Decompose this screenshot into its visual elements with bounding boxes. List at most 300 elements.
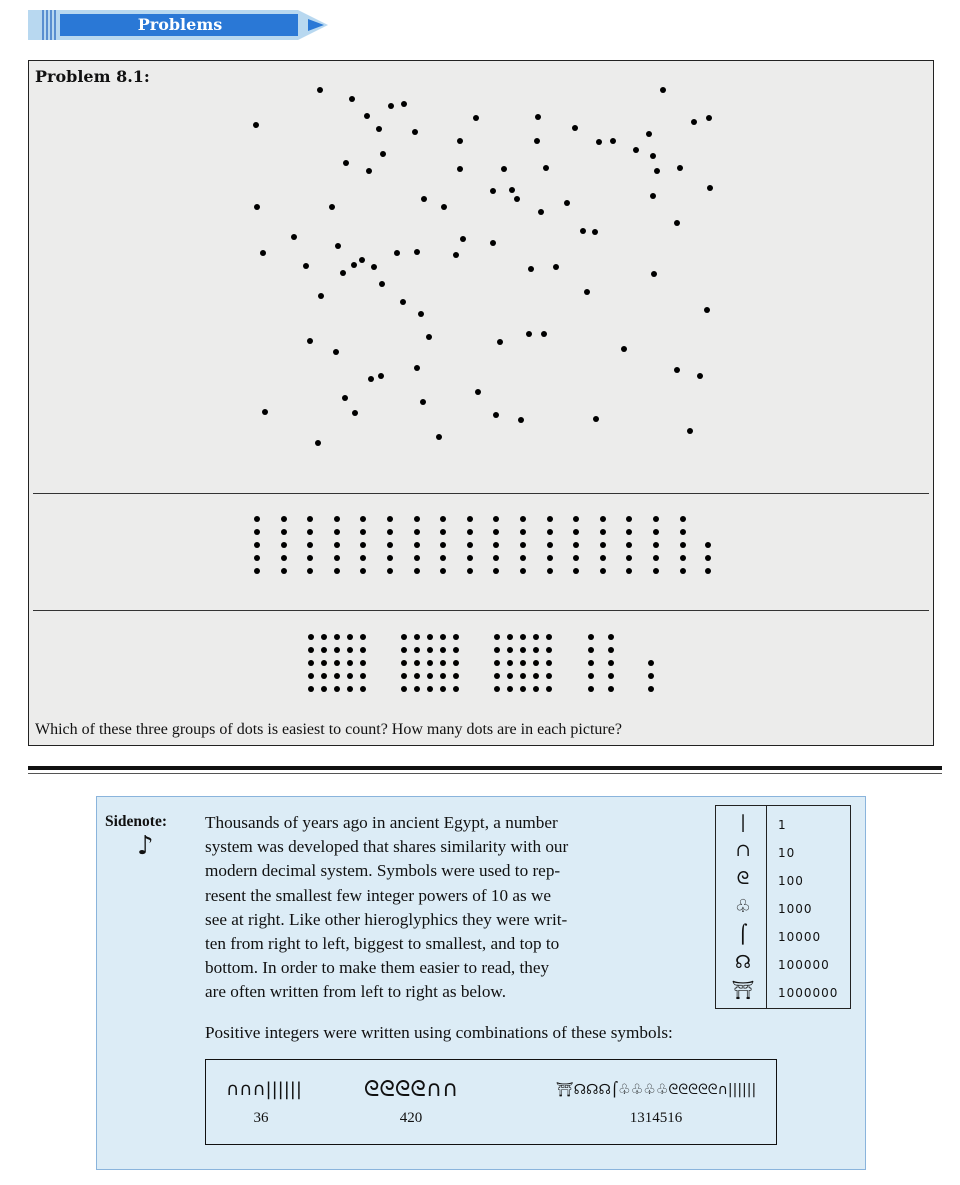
dot [467,568,473,574]
dot [534,138,540,144]
dot [364,113,370,119]
dot [490,240,496,246]
dot [401,101,407,107]
dot [573,555,579,561]
dot [507,634,513,640]
dot [376,126,382,132]
dot [427,673,433,679]
dot [680,568,686,574]
dot [707,185,713,191]
dot [414,673,420,679]
sidenote-line: system was developed that shares similarity with our [205,837,569,857]
dot [308,686,314,692]
dot [351,262,357,268]
dot [360,516,366,522]
dot [321,634,327,640]
sidenote-line: modern decimal system. Symbols were used to rep- [205,861,561,881]
dot [518,417,524,423]
problem-title: Problem 8.1: [35,67,150,86]
example-number: 1314516 [629,1110,683,1126]
dot [387,555,393,561]
dot [507,686,513,692]
dot [281,555,287,561]
dot [360,686,366,692]
dot [359,257,365,263]
dot [368,376,374,382]
dot [414,529,420,535]
dot [414,568,420,574]
dot [307,338,313,344]
table-row [716,812,850,838]
dot [307,516,313,522]
dot [533,673,539,679]
problem-box [28,60,934,746]
dot [360,647,366,653]
dot [653,516,659,522]
dot [593,416,599,422]
dot [520,516,526,522]
dot [307,529,313,535]
section-rule-thin [28,773,942,774]
dot [650,153,656,159]
dot [334,673,340,679]
dot [705,568,711,574]
dot [441,204,447,210]
dot [387,568,393,574]
dot [347,686,353,692]
dot [427,686,433,692]
dot [626,568,632,574]
dot [414,516,420,522]
dot [360,542,366,548]
dot [473,115,479,121]
dot [547,542,553,548]
examples-box [205,1059,777,1145]
dot [253,122,259,128]
dot [360,568,366,574]
dot [453,686,459,692]
dot [596,139,602,145]
dot [440,660,446,666]
dot [379,281,385,287]
dot [493,542,499,548]
dot [421,196,427,202]
dot [414,249,420,255]
dot [440,542,446,548]
dot [387,542,393,548]
dot [352,410,358,416]
dot [600,516,606,522]
dot [626,542,632,548]
dot [427,647,433,653]
lotus-glyph-icon: ♧ [734,896,752,917]
dot [626,555,632,561]
dot [254,555,260,561]
dot [626,516,632,522]
dot [420,399,426,405]
dot [626,529,632,535]
dot [608,673,614,679]
dot [334,686,340,692]
pencil-lead-icon [308,19,324,31]
hieroglyph-table [715,805,851,1009]
sidenote-box [96,796,866,1170]
dot [608,647,614,653]
dot [520,542,526,548]
dot [653,529,659,535]
coil-rope-glyph-icon: ᘓ [736,868,750,889]
dot [360,555,366,561]
god-glyph-icon: ⛩ [731,980,755,1001]
dot [588,660,594,666]
dot [254,529,260,535]
dot [291,234,297,240]
dot [453,252,459,258]
dot [507,660,513,666]
dot [453,634,459,640]
dot [380,151,386,157]
dot [674,220,680,226]
dot [347,634,353,640]
dot [654,168,660,174]
dot [414,634,420,640]
dot [653,568,659,574]
dot [494,647,500,653]
dot [318,293,324,299]
dot [520,568,526,574]
dot [580,228,586,234]
symbol-value: 10 [778,846,796,860]
dot [546,660,552,666]
dot [321,673,327,679]
dot [457,166,463,172]
dot [334,634,340,640]
dot [674,367,680,373]
dot [520,634,526,640]
dot [343,160,349,166]
dot [573,516,579,522]
dot [520,660,526,666]
dot [308,660,314,666]
dot [509,187,515,193]
dot [349,96,355,102]
banner-label: Problems [137,15,223,34]
dot [507,673,513,679]
dot [680,555,686,561]
hieroglyph-number-icon: ᘓᘓᘓᘓ∩∩ [363,1077,459,1102]
dot [600,542,606,548]
dot [704,307,710,313]
table-row [716,924,850,950]
sidenote-text [205,811,685,1005]
table-row [716,896,850,922]
dot [608,686,614,692]
dot [440,516,446,522]
positive-integers-text: Positive integers were written using combinations of these symbols: [205,1023,673,1042]
dot [394,250,400,256]
dot [453,673,459,679]
dot [401,634,407,640]
dot [553,264,559,270]
sidenote-line: see at right. Like other hieroglyphics they were writ- [205,909,568,929]
dot [334,555,340,561]
dot [260,250,266,256]
example-number: 420 [399,1110,423,1126]
dot [307,555,313,561]
dot [334,660,340,666]
sidenote-line: ten from right to left, biggest to smallest, and top to [205,934,560,954]
dot [573,529,579,535]
table-row [716,980,850,1006]
sidenote-label: Sidenote: [105,813,167,830]
dot [493,568,499,574]
dot [520,555,526,561]
dot [401,673,407,679]
dot [360,660,366,666]
dot [440,529,446,535]
dot [412,129,418,135]
dot [440,555,446,561]
symbol-value: 1 [778,818,787,832]
dot [600,568,606,574]
dot [467,555,473,561]
dot [546,647,552,653]
dot [543,165,549,171]
hieroglyph-number-icon: ⛩☊☊☊⌠♧♧♧♧ᘓᘓᘓᘓᘓ∩|||||| [555,1082,757,1098]
dot [360,634,366,640]
dot [453,647,459,653]
dot [254,542,260,548]
dot [650,193,656,199]
dot [333,349,339,355]
dot [697,373,703,379]
dot [401,686,407,692]
dot [334,647,340,653]
dot [538,209,544,215]
dot [533,634,539,640]
stroke-glyph-icon: | [739,812,747,833]
group-separator [33,610,929,611]
dot [705,542,711,548]
music-note-icon: ♪ [137,831,154,861]
dot [588,686,594,692]
dot [493,555,499,561]
dot [677,165,683,171]
dot [342,395,348,401]
dot [528,266,534,272]
dot [453,660,459,666]
dot [564,200,570,206]
symbol-value: 100 [778,874,804,888]
dot [262,409,268,415]
dot [535,114,541,120]
group-separator [33,493,929,494]
dot [653,555,659,561]
dot [494,660,500,666]
dot [334,568,340,574]
dot [254,516,260,522]
dot [533,647,539,653]
dot [494,673,500,679]
dot [651,271,657,277]
dot [366,168,372,174]
dot [547,516,553,522]
dot [646,131,652,137]
dot [680,529,686,535]
dot [633,147,639,153]
dot [334,542,340,548]
dot [588,647,594,653]
dot [347,647,353,653]
dot [572,125,578,131]
dot [401,647,407,653]
dot [460,236,466,242]
example-420 [356,1070,466,1127]
dot [648,660,654,666]
dot [414,647,420,653]
dot [520,673,526,679]
dot [329,204,335,210]
dot [307,568,313,574]
dot [334,516,340,522]
symbol-value: 1000000 [778,986,839,1000]
dot [427,634,433,640]
dot [467,542,473,548]
dot [660,87,666,93]
dot [414,660,420,666]
symbol-value: 100000 [778,958,830,972]
dot [494,686,500,692]
dot [321,660,327,666]
dot [497,339,503,345]
tadpole-glyph-icon: ☊ [735,952,751,973]
dot [440,634,446,640]
dot [501,166,507,172]
dot [321,686,327,692]
dot [493,516,499,522]
dot [387,516,393,522]
heel-bone-glyph-icon: ∩ [735,840,751,861]
dot [317,87,323,93]
dot [340,270,346,276]
dot [427,660,433,666]
dot [281,542,287,548]
dot [457,138,463,144]
dot [680,542,686,548]
dot [546,686,552,692]
example-1314516 [546,1070,766,1127]
finger-glyph-icon: ⌠ [738,924,748,945]
dot [440,673,446,679]
example-36 [226,1070,302,1127]
table-row [716,840,850,866]
dot [475,389,481,395]
dot [467,516,473,522]
dot [608,660,614,666]
dot [541,331,547,337]
dot [493,412,499,418]
dot [335,243,341,249]
dot [706,115,712,121]
dot [514,196,520,202]
dot [321,647,327,653]
dot [467,529,473,535]
dot [308,647,314,653]
dot [360,673,366,679]
dot [254,204,260,210]
dot [371,264,377,270]
dot [307,542,313,548]
dot [347,660,353,666]
dot [600,555,606,561]
dot [281,516,287,522]
dot [648,686,654,692]
dot [584,289,590,295]
dot [687,428,693,434]
dot [588,634,594,640]
problem-question: Which of these three groups of dots is easiest to count? How many dots are in each picture? [35,721,622,738]
dot [360,529,366,535]
dot [440,568,446,574]
dot [414,542,420,548]
dot [691,119,697,125]
dot [254,568,260,574]
dot [533,686,539,692]
dot [414,686,420,692]
dot [281,568,287,574]
dot [573,568,579,574]
symbol-value: 1000 [778,902,813,916]
dot [493,529,499,535]
dot [490,188,496,194]
dot [388,103,394,109]
dot [705,555,711,561]
dot [520,647,526,653]
dot [426,334,432,340]
dot [592,229,598,235]
dot [440,686,446,692]
dot [547,529,553,535]
dot [648,673,654,679]
problems-banner [28,8,328,44]
dot [440,647,446,653]
dot [315,440,321,446]
dot [680,516,686,522]
dot [400,299,406,305]
dot [436,434,442,440]
dot [546,634,552,640]
dot [378,373,384,379]
dot [347,673,353,679]
sidenote-line: bottom. In order to make them easier to read, they [205,958,550,978]
dot [414,365,420,371]
dot [303,263,309,269]
dot [653,542,659,548]
dot [418,311,424,317]
pencil-stripes [42,10,56,40]
dot [573,542,579,548]
dot [547,555,553,561]
table-row [716,952,850,978]
dot [520,686,526,692]
section-rule [28,766,942,770]
sidenote-line: Thousands of years ago in ancient Egypt, a number [205,813,558,832]
hieroglyph-number-icon: ∩∩∩|||||| [226,1079,302,1100]
dot [526,331,532,337]
dot [547,568,553,574]
table-row [716,868,850,894]
dot [520,529,526,535]
